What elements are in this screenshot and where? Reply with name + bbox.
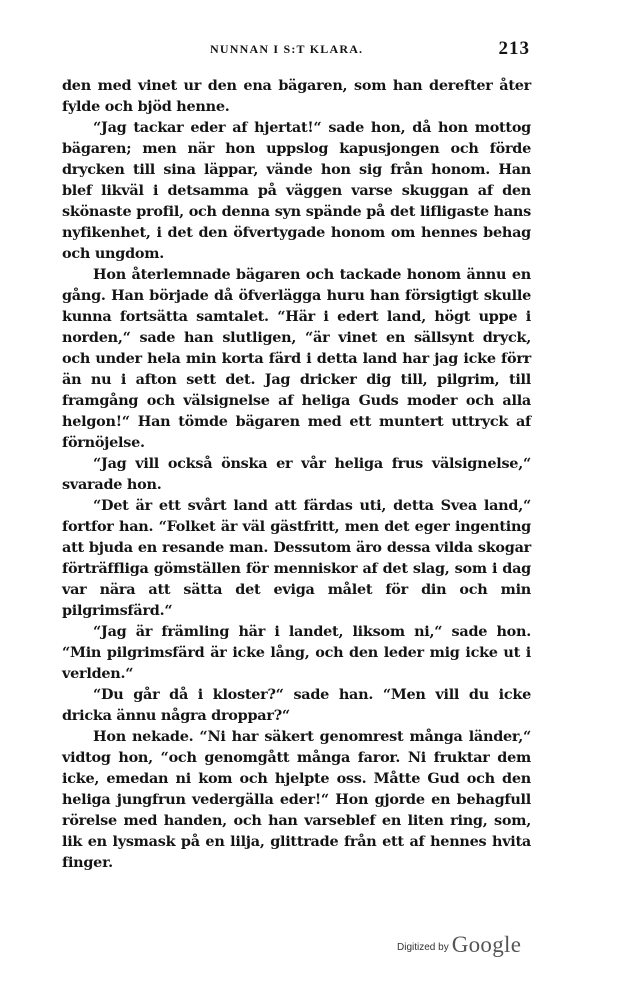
body-text xyxy=(62,75,531,873)
paragraph: Hon återlemnade bägaren och tackade honom ännu en gång. Han började då öfverlägga huru han försigtigt skulle kunna fortsätta samtalet. “Här i edert land, högt uppe i norden,“ sade han slutligen, “är vinet en sällsynt dryck, och under hela min korta färd i detta land har jag icke förr än nu i afton sett det. Jag dricker dig till, pilgrim, till framgång och välsignelse af heliga Guds moder och alla helgon!“ Han tömde bägaren med ett muntert uttryck af förnöjelse. xyxy=(62,266,531,451)
paragraph: “Jag vill också önska er vår heliga frus välsignelse,“ svarade hon. xyxy=(62,455,531,493)
digitized-by-label: Digitized by xyxy=(397,942,449,953)
paragraph: “Jag är främling här i landet, liksom ni,“ sade hon. “Min pilgrimsfärd är icke lång, och den leder mig icke ut i verlden.“ xyxy=(62,623,531,682)
page-number: 213 xyxy=(498,38,530,59)
paragraph: “Det är ett svårt land att färdas uti, detta Svea land,“ fortfor han. “Folket är väl gästfritt, men det eger ingenting att bjuda en resande man. Dessutom äro dessa vilda skogar förträffliga gömställen för menniskor af det slag, som i dag var nära att sätta det eviga målet för din och min pilgrimsfärd.“ xyxy=(62,497,531,619)
google-wordmark: Google xyxy=(451,932,522,957)
paragraph: “Du går då i kloster?“ sade han. “Men vill du icke dricka ännu några droppar?“ xyxy=(62,686,531,724)
paragraph: “Jag tackar eder af hjertat!“ sade hon, då hon mottog bägaren; men när hon uppslog kapusjongen och förde drycken till sina läppar, vände hon sig från honom. Han blef likväl i detsamma på väggen varse skuggan af den skönaste profil, och denna syn spände på det lifligaste hans nyfikenhet, i det den öfvertygade honom om hennes behag och ungdom. xyxy=(62,119,531,262)
paragraph: den med vinet ur den ena bägaren, som han derefter åter fylde och bjöd henne. xyxy=(62,77,531,115)
running-title: NUNNAN I S:T KLARA. xyxy=(210,42,364,56)
page-header xyxy=(62,38,530,64)
digitization-watermark xyxy=(397,932,521,962)
paragraph: Hon nekade. “Ni har säkert genomrest många länder,“ vidtog hon, “och genomgått många faror. Ni fruktar dem icke, emedan ni kom och hjelpte oss. Måtte Gud och den heliga jungfrun vedergälla eder!“ Hon gjorde en behagfull rörelse med handen, och han varseblef en liten ring, som, lik en lysmask på en lilja, glittrade från ett af hennes hvita finger. xyxy=(62,728,531,871)
